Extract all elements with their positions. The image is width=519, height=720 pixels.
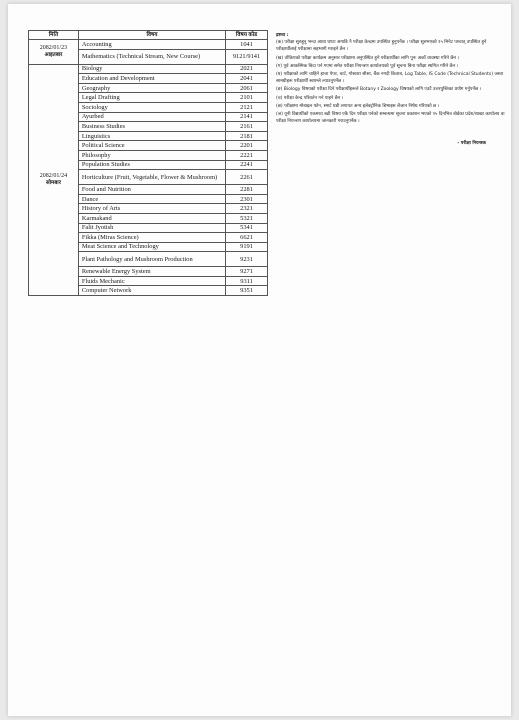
subject-cell: Meat Science and Technology <box>78 242 225 252</box>
subject-cell: Falit Jyotish <box>78 223 225 233</box>
exam-weekday: आइतबार <box>44 51 63 58</box>
subject-cell: Philosophy <box>78 150 225 160</box>
signature: - परीक्षा नियन्त्रक <box>457 141 486 147</box>
subject-cell: Mathematics (Technical Stream, New Course) <box>78 49 225 64</box>
note-item: (क) परीक्षा सुरुहुनु भन्दा आधा घण्टा अगाडि नै परीक्षा केन्द्रमा उपस्थित हुनुपर्नेछ । परीक्षा सुरुभएको १५ मिनेट पश्चात् उपस्थित हुने परीक्षार्थीलाई परीक्षामा सहभागी गराइने छैन । <box>276 40 487 53</box>
subject-cell: History of Arts <box>78 204 225 214</box>
code-cell: 2061 <box>226 83 268 93</box>
code-cell: 9191 <box>226 242 268 252</box>
exam-date: 2082/01/23 <box>39 44 68 51</box>
subject-cell: Accounting <box>78 40 225 50</box>
subject-cell: Ayurbed <box>78 112 225 122</box>
notes-section <box>276 32 506 148</box>
subject-cell: Dance <box>78 194 225 204</box>
exam-weekday: सोमबार <box>45 179 61 186</box>
code-cell: 6621 <box>226 233 268 243</box>
table-row <box>29 64 268 74</box>
subject-cell: Renewable Energy System <box>78 267 225 277</box>
code-cell: 9271 <box>226 267 268 277</box>
header-subject: विषय <box>78 31 225 40</box>
subject-cell: Linguistics <box>78 131 225 141</box>
subject-cell: Business Studies <box>78 122 225 132</box>
subject-cell: Computer Network <box>78 286 225 296</box>
note-item: (ख) तोकिएको परीक्षा कार्यक्रम अनुसार परीक्षामा अनुपस्थित हुने परीक्षार्थीका लागि पुनः अर्को व्यवस्था गरिने छैन । <box>276 55 460 61</box>
note-item: (ङ) Biology विषयको परीक्षा दिने परीक्षार्थीहरूले Botany र Zoology विषयको लागि एउटै उत्तरपुस्तिका प्रयोग गर्नुपर्नेछ । <box>276 87 482 93</box>
note-item: (च) परीक्षा केन्द्र परिवर्तन गर्न पाइने छैन । <box>276 95 344 101</box>
code-cell: 5341 <box>226 223 268 233</box>
code-cell: 2221 <box>226 150 268 160</box>
code-cell: 9311 <box>226 276 268 286</box>
code-cell: 9351 <box>226 286 268 296</box>
header-code: विषय कोड <box>226 31 268 40</box>
code-cell: 2181 <box>226 131 268 141</box>
date-cell <box>29 64 79 295</box>
note-item: (ग) पूर्व आकस्मिक बिदा पर्न गएमा समेत परीक्षा नियन्त्रण कार्यालयको पूर्व सूचना बिना परीक्षा स्थगित गरिने छैन । <box>276 63 459 69</box>
code-cell: 5321 <box>226 213 268 223</box>
note-item: (ज) यूनी विद्यार्थीको एकमध्य बढी विषय एकै दिन परीक्षा पर्नको सम्बन्धमा सूचना प्रकाशन भएको १५ दिनभित्र बोर्डका प्रदेश/शाखा कार्यालय वा परीक्षा नियन्त्रण कार्यालयमा जानकारी गराउनुपर्नेछ । <box>276 112 505 125</box>
subject-cell: Education and Development <box>78 74 225 84</box>
code-cell: 2321 <box>226 204 268 214</box>
table-header-row <box>29 31 268 40</box>
table-row <box>29 40 268 50</box>
subject-cell: Fikka (Miras Science) <box>78 233 225 243</box>
note-item: (छ) परीक्षामा मोबाइल फोन, स्मार्ट घडी लगायत अन्य इलेक्ट्रोनिक डिभाइस लैजान निषेध गरिएको छ । <box>276 103 440 109</box>
subject-cell: Geography <box>78 83 225 93</box>
subject-cell: Sociology <box>78 102 225 112</box>
exam-schedule-table <box>28 30 268 296</box>
note-item: (घ) परीक्षाको लागि चाहिने हात्ता पेपर, चार्ट, गोस्वारा सीसा, बैंक नगदी किताब, Log Table, IS Code (Technical Students) जस्ता सामग्रीहरू परीक्षार्थी स्वयम्ले ल्याउनुपर्नेछ । <box>276 72 504 85</box>
code-cell: 2261 <box>226 170 268 185</box>
subject-cell: Horticulture (Fruit, Vegetable, Flower & Mushroom) <box>78 170 225 185</box>
notes-heading: द्रष्टव्य : <box>276 33 289 38</box>
code-cell: 2241 <box>226 160 268 170</box>
code-cell: 2121 <box>226 102 268 112</box>
date-cell <box>29 40 79 65</box>
header-date: मिति <box>29 31 79 40</box>
code-cell: 2161 <box>226 122 268 132</box>
exam-date: 2082/01/24 <box>39 172 68 179</box>
subject-cell: Population Studies <box>78 160 225 170</box>
document-page <box>8 4 511 716</box>
code-cell: 2301 <box>226 194 268 204</box>
code-cell: 9231 <box>226 252 268 267</box>
code-cell: 2041 <box>226 74 268 84</box>
subject-cell: Plant Pathology and Mushroom Production <box>78 252 225 267</box>
code-cell: 2141 <box>226 112 268 122</box>
subject-cell: Legal Drafting <box>78 93 225 103</box>
subject-cell: Biology <box>78 64 225 74</box>
code-cell: 2021 <box>226 64 268 74</box>
table-body <box>29 40 268 296</box>
subject-cell: Karmakand <box>78 213 225 223</box>
code-cell: 2201 <box>226 141 268 151</box>
code-cell: 1041 <box>226 40 268 50</box>
subject-cell: Fluids Mechanic <box>78 276 225 286</box>
subject-cell: Political Science <box>78 141 225 151</box>
notes-list <box>276 39 506 125</box>
code-cell: 2101 <box>226 93 268 103</box>
code-cell: 9121/9141 <box>226 49 268 64</box>
subject-cell: Food and Nutrition <box>78 185 225 195</box>
code-cell: 2281 <box>226 185 268 195</box>
